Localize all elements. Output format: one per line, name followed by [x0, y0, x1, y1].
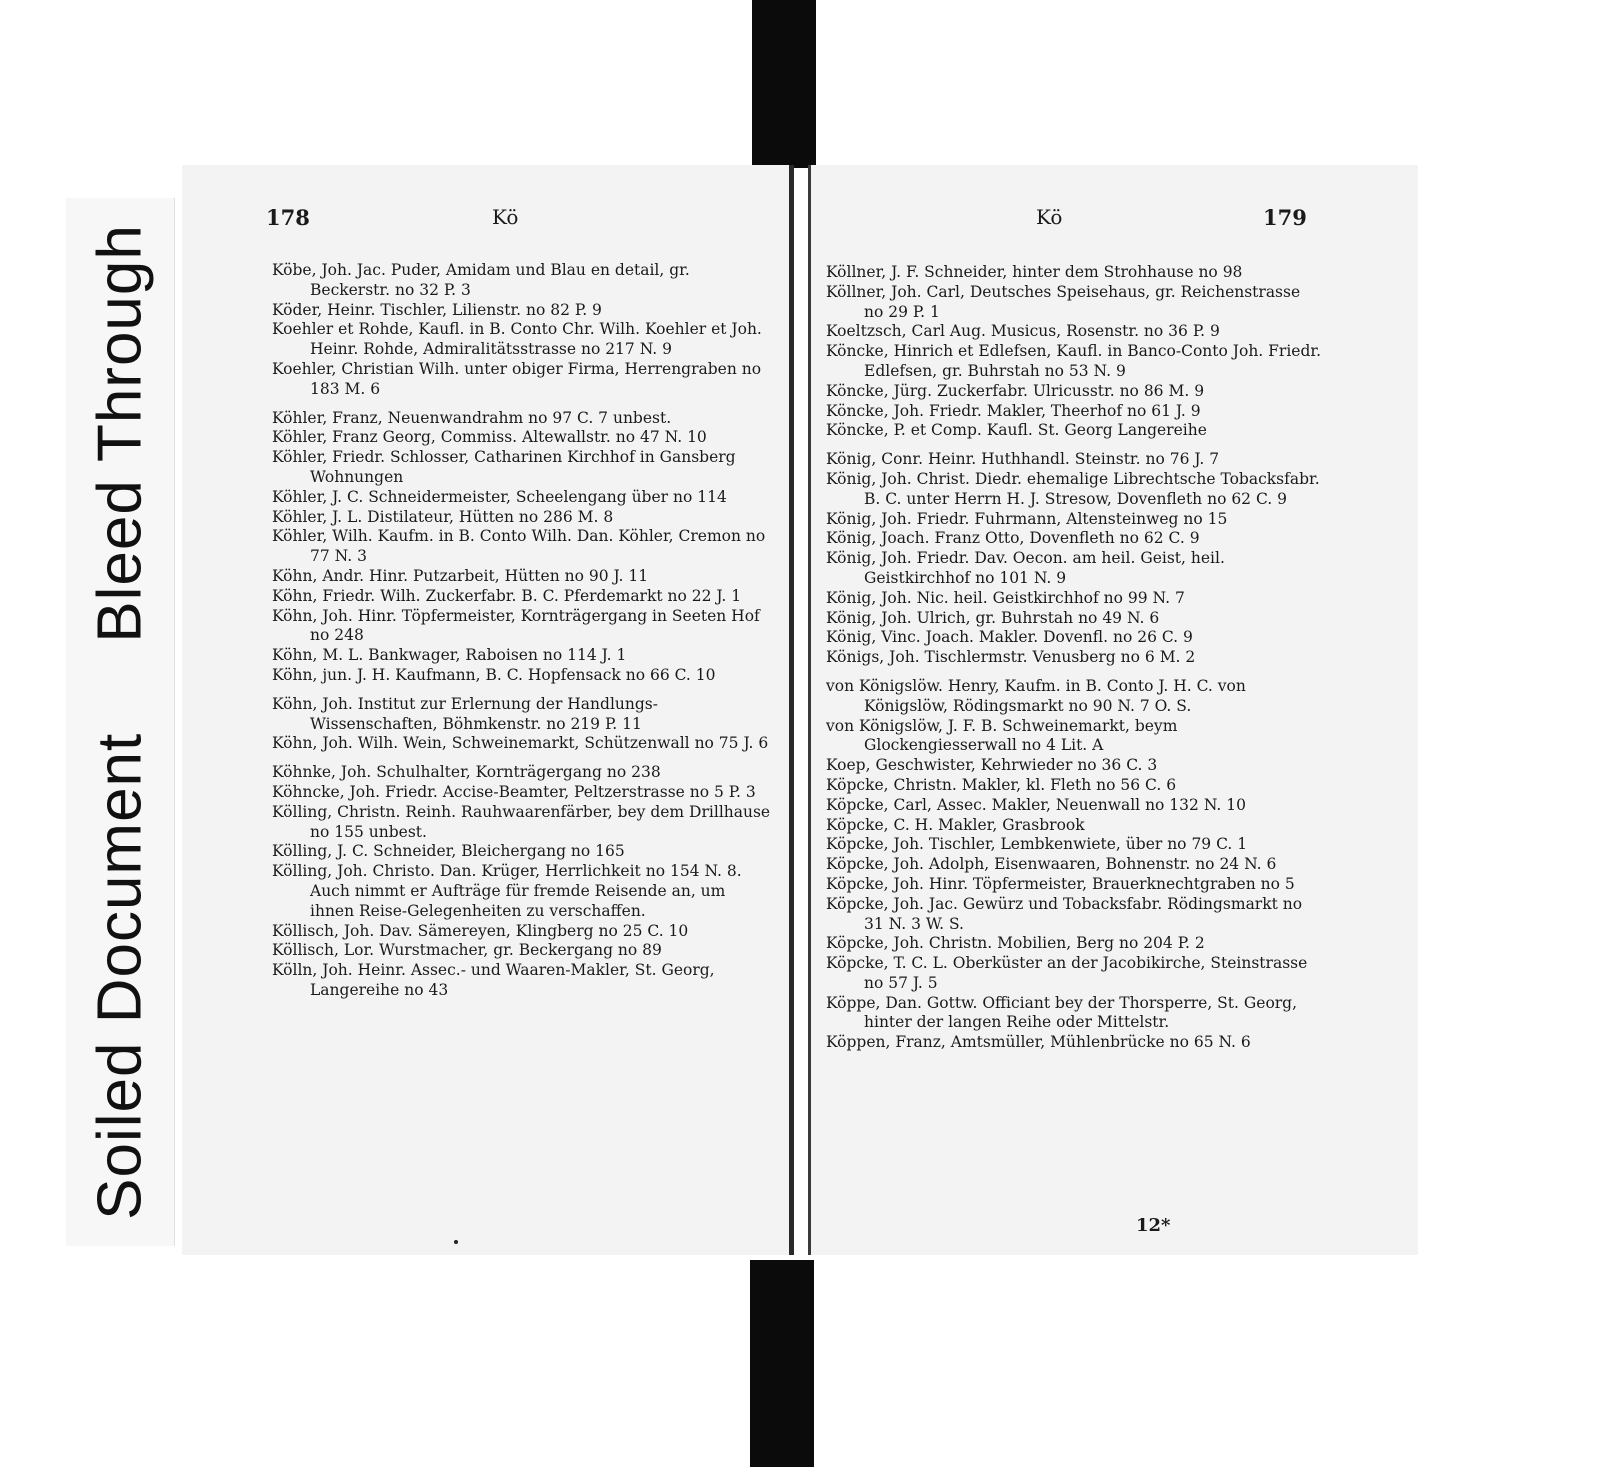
left-running-header: Kö: [492, 205, 519, 229]
directory-entry: von Königslöw, J. F. B. Schweinemarkt, beym Glockengiesserwall no 4 Lit. A: [826, 716, 1178, 755]
directory-entry: Köpcke, Joh. Tischler, Lembkenwiete, über no 79 C. 1: [826, 835, 1248, 854]
directory-entry: Köpcke, Joh. Jac. Gewürz und Tobacksfabr. Rödingsmarkt no 31 N. 3 W. S.: [826, 894, 1303, 933]
directory-entry: König, Vinc. Joach. Makler. Dovenfl. no 26 C. 9: [826, 628, 1193, 647]
left-page-number: 178: [266, 205, 310, 230]
right-page: [808, 165, 1418, 1255]
stamp-soiled-document: Soiled Document: [85, 732, 155, 1220]
directory-entry: Köpcke, Christn. Makler, kl. Fleth no 56 C. 6: [826, 775, 1177, 794]
directory-entry: Köppen, Franz, Amtsmüller, Mühlenbrücke no 65 N. 6: [826, 1033, 1251, 1052]
directory-entry: Koehler, Christian Wilh. unter obiger Firma, Herrengraben no 183 M. 6: [272, 359, 762, 398]
directory-entry: Kölln, Joh. Heinr. Assec.- und Waaren-Makler, St. Georg, Langereihe no 43: [272, 961, 715, 999]
directory-entry: Köllisch, Lor. Wurstmacher, gr. Beckergang no 89: [272, 941, 662, 960]
directory-entry: Köder, Heinr. Tischler, Lilienstr. no 82 P. 9: [272, 300, 602, 319]
directory-entry: Kölling, J. C. Schneider, Bleichergang no 165: [272, 842, 625, 861]
directory-entry: Köppe, Dan. Gottw. Officiant bey der Thorsperre, St. Georg, hinter der langen Reihe oder Mittelstr.: [826, 993, 1298, 1032]
directory-entry: Köhn, Joh. Institut zur Erlernung der Handlungs-Wissenschaften, Böhmkenstr. no 219 P. 11: [272, 694, 658, 733]
directory-entry: Köhn, Friedr. Wilh. Zuckerfabr. B. C. Pferdemarkt no 22 J. 1: [272, 586, 742, 605]
directory-entry: Köhler, Franz, Neuenwandrahm no 97 C. 7 unbest.: [272, 408, 672, 427]
directory-entry: von Königslöw. Henry, Kaufm. in B. Conto J. H. C. von Königslöw, Rödingsmarkt no 90 N. 7 O. S.: [826, 676, 1246, 715]
signature-mark: 12*: [1136, 1215, 1171, 1236]
directory-entry: Köhler, J. C. Schneidermeister, Scheelengang über no 114: [272, 487, 727, 506]
right-entry-list: [826, 263, 1324, 1053]
directory-entry: Köpcke, Joh. Adolph, Eisenwaaren, Bohnenstr. no 24 N. 6: [826, 855, 1277, 874]
archive-stamp-label: [85, 224, 156, 1220]
directory-entry: Köpcke, Joh. Christn. Mobilien, Berg no 204 P. 2: [826, 934, 1205, 953]
directory-entry: Köbe, Joh. Jac. Puder, Amidam und Blau en detail, gr. Beckerstr. no 32 P. 3: [272, 261, 690, 299]
directory-entry: Koep, Geschwister, Kehrwieder no 36 C. 3: [826, 756, 1158, 775]
directory-entry: König, Joh. Nic. heil. Geistkirchhof no 99 N. 7: [826, 588, 1185, 607]
directory-entry: König, Joh. Christ. Diedr. ehemalige Librechtsche Tobacksfabr. B. C. unter Herrn H. J. Stresow, Dovenfleth no 62 C. 9: [826, 469, 1320, 508]
directory-entry: Köhncke, Joh. Friedr. Accise-Beamter, Peltzerstrasse no 5 P. 3: [272, 782, 756, 801]
directory-entry: Köncke, P. et Comp. Kaufl. St. Georg Langereihe: [826, 421, 1207, 440]
right-running-header: Kö: [1036, 205, 1063, 229]
directory-entry: Köhn, Joh. Wilh. Wein, Schweinemarkt, Schützenwall no 75 J. 6: [272, 734, 769, 753]
directory-entry: Köhn, M. L. Bankwager, Raboisen no 114 J. 1: [272, 646, 627, 665]
left-entry-list: [272, 261, 772, 1001]
directory-entry: Köhnke, Joh. Schulhalter, Kornträgergang no 238: [272, 763, 661, 782]
directory-entry: Köllner, Joh. Carl, Deutsches Speisehaus, gr. Reichenstrasse no 29 P. 1: [826, 282, 1301, 321]
directory-entry: Kölling, Christn. Reinh. Rauhwaarenfärber, bey dem Drillhause no 155 unbest.: [272, 802, 771, 841]
directory-entry: Köhler, Franz Georg, Commiss. Altewallstr. no 47 N. 10: [272, 428, 707, 447]
directory-entry: Köhn, jun. J. H. Kaufmann, B. C. Hopfensack no 66 C. 10: [272, 665, 716, 684]
directory-entry: Köhler, J. L. Distilateur, Hütten no 286 M. 8: [272, 507, 614, 526]
directory-entry: Köllner, J. F. Schneider, hinter dem Strohhause no 98: [826, 263, 1243, 281]
binding-spine-top: [752, 0, 816, 168]
directory-entry: Köhler, Friedr. Schlosser, Catharinen Kirchhof in Gansberg Wohnungen: [272, 448, 736, 486]
directory-entry: Köllisch, Joh. Dav. Sämereyen, Klingberg no 25 C. 10: [272, 921, 689, 940]
directory-entry: König, Conr. Heinr. Huthhandl. Steinstr. no 76 J. 7: [826, 450, 1220, 469]
directory-entry: Köpcke, T. C. L. Oberküster an der Jacobikirche, Steinstrasse no 57 J. 5: [826, 954, 1308, 992]
right-page-number: 179: [1263, 205, 1307, 230]
directory-entry: Köhler, Wilh. Kaufm. in B. Conto Wilh. Dan. Köhler, Cremon no 77 N. 3: [272, 527, 766, 566]
directory-entry: König, Joh. Ulrich, gr. Buhrstah no 49 N. 6: [826, 608, 1160, 627]
left-page: [182, 165, 794, 1255]
directory-entry: Köncke, Jürg. Zuckerfabr. Ulricusstr. no 86 M. 9: [826, 381, 1205, 400]
directory-entry: Köhn, Andr. Hinr. Putzarbeit, Hütten no 90 J. 11: [272, 566, 649, 585]
directory-entry: König, Joach. Franz Otto, Dovenfleth no 62 C. 9: [826, 529, 1200, 548]
directory-entry: König, Joh. Friedr. Fuhrmann, Altensteinweg no 15: [826, 509, 1228, 528]
directory-entry: Köpcke, Carl, Assec. Makler, Neuenwall no 132 N. 10: [826, 795, 1246, 814]
directory-entry: Koehler et Rohde, Kaufl. in B. Conto Chr. Wilh. Koehler et Joh. Heinr. Rohde, Admiralitätsstrasse no 217 N. 9: [272, 320, 762, 359]
ink-dot: [454, 1240, 458, 1244]
directory-entry: Köhn, Joh. Hinr. Töpfermeister, Kornträgergang in Seeten Hof no 248: [272, 606, 760, 645]
directory-entry: Kölling, Joh. Christo. Dan. Krüger, Herrlichkeit no 154 N. 8. Auch nimmt er Aufträge für fremde Reisende an, um ihnen Reise-Gelegenheiten zu verschaffen.: [272, 862, 742, 920]
directory-entry: Köpcke, C. H. Makler, Grasbrook: [826, 815, 1085, 834]
directory-entry: Köpcke, Joh. Hinr. Töpfermeister, Brauerknechtgraben no 5: [826, 874, 1295, 893]
directory-entry: Köncke, Joh. Friedr. Makler, Theerhof no 61 J. 9: [826, 401, 1201, 420]
stamp-bleed-through: Bleed Through: [85, 224, 155, 643]
directory-entry: Köncke, Hinrich et Edlefsen, Kaufl. in Banco-Conto Joh. Friedr. Edlefsen, gr. Buhrstah no 53 N. 9: [826, 342, 1322, 380]
directory-entry: König, Joh. Friedr. Dav. Oecon. am heil. Geist, heil. Geistkirchhof no 101 N. 9: [826, 549, 1225, 587]
directory-entry: Königs, Joh. Tischlermstr. Venusberg no 6 M. 2: [826, 648, 1196, 667]
directory-entry: Koeltzsch, Carl Aug. Musicus, Rosenstr. no 36 P. 9: [826, 322, 1220, 341]
binding-spine-bottom: [750, 1260, 814, 1467]
